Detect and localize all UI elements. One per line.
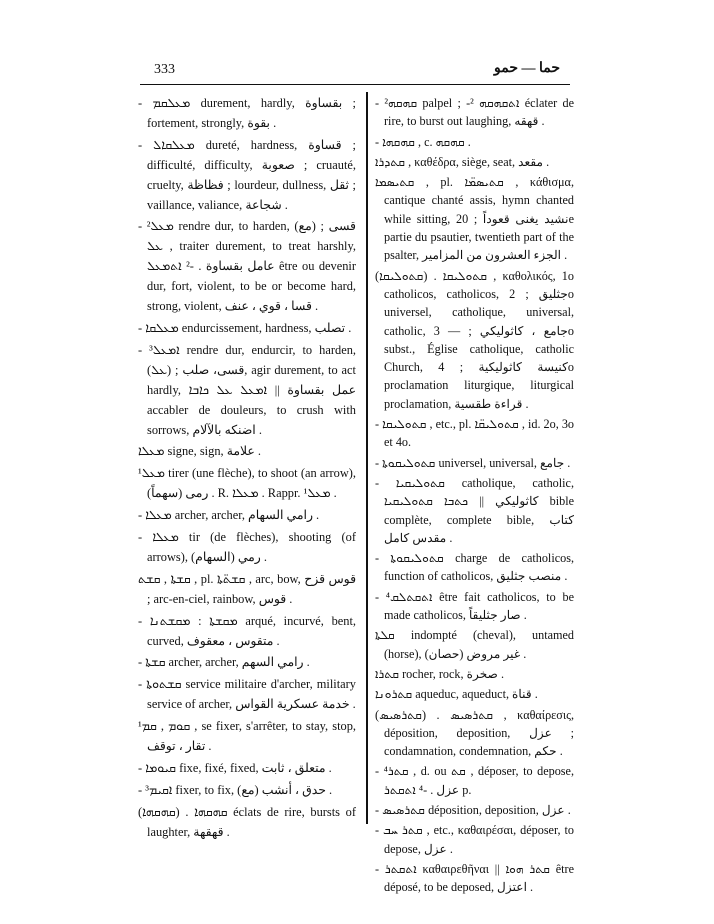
dictionary-entry: ܡܥܠܐ signe, sign, علامة . bbox=[138, 444, 261, 459]
dictionary-entry: - ³ܐܡܥܠ rendre dur, endurcir, to harden, قسى، صلب ; (ܥܠ), agir durement, to act hardly, عمل بقساوة || ܐܡܥܠ ܥܠ ܟܐܒܐ accabler de douleurs, to crush with sorrows, اضنكه بالآلام . bbox=[138, 342, 357, 437]
left-column bbox=[138, 94, 356, 845]
dictionary-entry: - ܩܬܪ ܚܒ , etc., καθαιρέσαι, déposer, to depose, عزل . bbox=[375, 823, 574, 856]
dictionary-entry: - ܩܫܬܘܬܐ service militaire d'archer, military service of archer, خدمة عسكرية القواس . bbox=[138, 677, 356, 712]
dictionary-entry: - ܩܫܬܐ archer, archer, رامي السهم . bbox=[138, 655, 310, 670]
header-rule bbox=[140, 84, 570, 85]
dictionary-entry: - ܩܬܘܠܝܩܘܬܐ universel, universal, جامع . bbox=[375, 455, 571, 470]
dictionary-entry: ¹ܩܘܡ , ܩܡ , se fixer, s'arrêter, to stay, stop, تقار ، توقف . bbox=[138, 719, 357, 754]
dictionary-entry: - ܡܥܠܩܐܠ dureté, hardness, قساوة ; difficulté, difficulty, صعوبة ; cruauté, cruelty, فظاظة ; lourdeur, dullness, ثقل ; vaillance, valiance, شجاعة . bbox=[138, 137, 357, 212]
dictionary-entry: - ܩܬܘܠܝܩܝܐ catholique, catholic, كاثوليكي || ܟܬܒܐ ܩܬܘܠܝܩܝܐ bible complète, complete bible, كتاب مقدس كامل . bbox=[375, 475, 575, 545]
dictionary-entry: - ܡܥܠܩܡ durement, hardly, بقساوة ; fortement, strongly, بقوة . bbox=[138, 96, 356, 130]
dictionary-entry: - ܡܥܠܐ tir (de flèches), shooting (of arrows), رمي (السهام) . bbox=[138, 530, 356, 564]
dictionary-entry: - ⁴ܐܬܩܬܠܩ être fait catholicos, to be made catholicos, صار جثليقاً . bbox=[375, 589, 574, 623]
dictionary-entry: ¹ܡܥܠ tirer (une flèche), to shoot (an arrow), رمى (سهماً) . R. ܡܥܠܐ . Rappr. ¹ܡܥܠ . bbox=[138, 466, 356, 501]
dictionary-entry: - ܩܬܘܠܝܩܘܬܐ charge de catholicos, function of catholicos, منصب جثليق . bbox=[375, 551, 574, 584]
dictionary-entry: ܩܫܬܐ , ܩܫܬ , pl. ܩܫܬ̈ܬܐ , arc, bow, قوس قزح ; arc-en-ciel, rainbow, قوس . bbox=[138, 571, 357, 606]
dictionary-entry: (ܩܗܩܗܐ) . ܩܗܩܗܐ éclats de rire, bursts of laughter, قهقهة . bbox=[138, 804, 357, 839]
dictionary-entry: - ܩܗܩܗܐ , c. ܩܗܩܗ . bbox=[375, 134, 471, 149]
dictionary-entry: ܩܠܬܐ indompté (cheval), untamed (horse), غير مروض (حصان) . bbox=[375, 628, 574, 661]
dictionary-entry: (ܩܬܪܣܝܣ) . ܩܬܪܣܝܣ , καθαίρεσις, déposition, deposition, عزل ; condamnation, condemnation, حكم . bbox=[375, 707, 575, 759]
right-column bbox=[375, 94, 574, 898]
dictionary-entry: - ܡܥܠܩܐ endurcissement, hardness, تصلب . bbox=[138, 320, 352, 335]
dictionary-entry: ܩܬܪܘܢܐ aqueduc, aqueduct, قناة . bbox=[375, 687, 538, 702]
dictionary-entry: - ܩܬܪܣܝܣ déposition, deposition, عزل . bbox=[375, 802, 571, 817]
dictionary-entry: (ܩܬܘܠܝܩܐ) . ܩܬܘܠܝܩܐ , καθολικός, 1o catholicos, catholicos, جثليق ; 2o universel, catholique, universal, catholic, جامع ، كاثوليكي ; — 3o subst., Église catholique, catholic Church, كنيسة كاثوليكية ; 4o proclamation liturgique, liturgical proclamation, قراءة طقسية . bbox=[375, 268, 574, 411]
dictionary-entry: ܩܬܝܣܡܐ , pl. ܩܬܝܣܡ̈ܐ , κάθισμα, cantique chanté assis, hymn chanted while sitting, نشيد يغنى قعوداً ; 20e partie du psautier, twentieth part of the psalter, الجزء العشرون من المزامير . bbox=[375, 175, 574, 263]
dictionary-entry: - ²ܩܗܩܗ palpel ; -² ܐܬܩܗܩܗ éclater de rire, to burst out laughing, قهقه . bbox=[375, 96, 574, 129]
dictionary-entry: - ܡܩܫܬܐ : ܡܩܫܬܢܐ arqué, incurvé, bent, curved, متقوس ، معقوف . bbox=[138, 613, 356, 648]
running-head: حما — حمو bbox=[494, 61, 560, 76]
column-divider bbox=[366, 92, 368, 824]
dictionary-entry: - ⁴ܩܬܪ , d. ou ܩܬ , déposer, to depose, عزل . -⁴ ܐܬܩܬܪ p. bbox=[375, 764, 575, 797]
dictionary-entry: - ܩܬܘܠܝܩܐ , etc., pl. ܩܬܘܠܝܩ̈ܐ , id. 2o, 3o et 4o. bbox=[375, 417, 575, 450]
dictionary-entry: - ܡܥܠܐ archer, archer, رامي السهام . bbox=[138, 508, 320, 523]
dictionary-entry: - ²ܡܥܠ rendre dur, to harden, (مع) قسى ; ܥܠ , traiter durement, to treat harshly, عامل بقساوة . -² ܐܬܡܥܠ être ou devenir dur, fort, violent, to be or become hard, strong, violent, قسا ، قوي ، عنف . bbox=[138, 219, 356, 314]
dictionary-entry: ܩܬܕܪܐ , καθέδρα, siège, seat, مقعد . bbox=[375, 154, 550, 169]
dictionary-entry: - ܐܬܩܬܪ καθαιρεθῆναι || ܩܬܪ ܗܘܐ être déposé, to be deposed, اعتزل . bbox=[375, 861, 575, 895]
dictionary-entry: - ܩܝܘܡܐ fixe, fixé, fixed, متعلق ، ثابت . bbox=[138, 761, 332, 775]
page-number: 333 bbox=[154, 62, 175, 77]
dictionary-entry: - ³ܐܩܝܡ fixer, to fix, (مع) حدق ، أنشب . bbox=[138, 782, 333, 797]
dictionary-entry: ܩܬܪܐ rocher, rock, صخرة . bbox=[375, 666, 505, 681]
